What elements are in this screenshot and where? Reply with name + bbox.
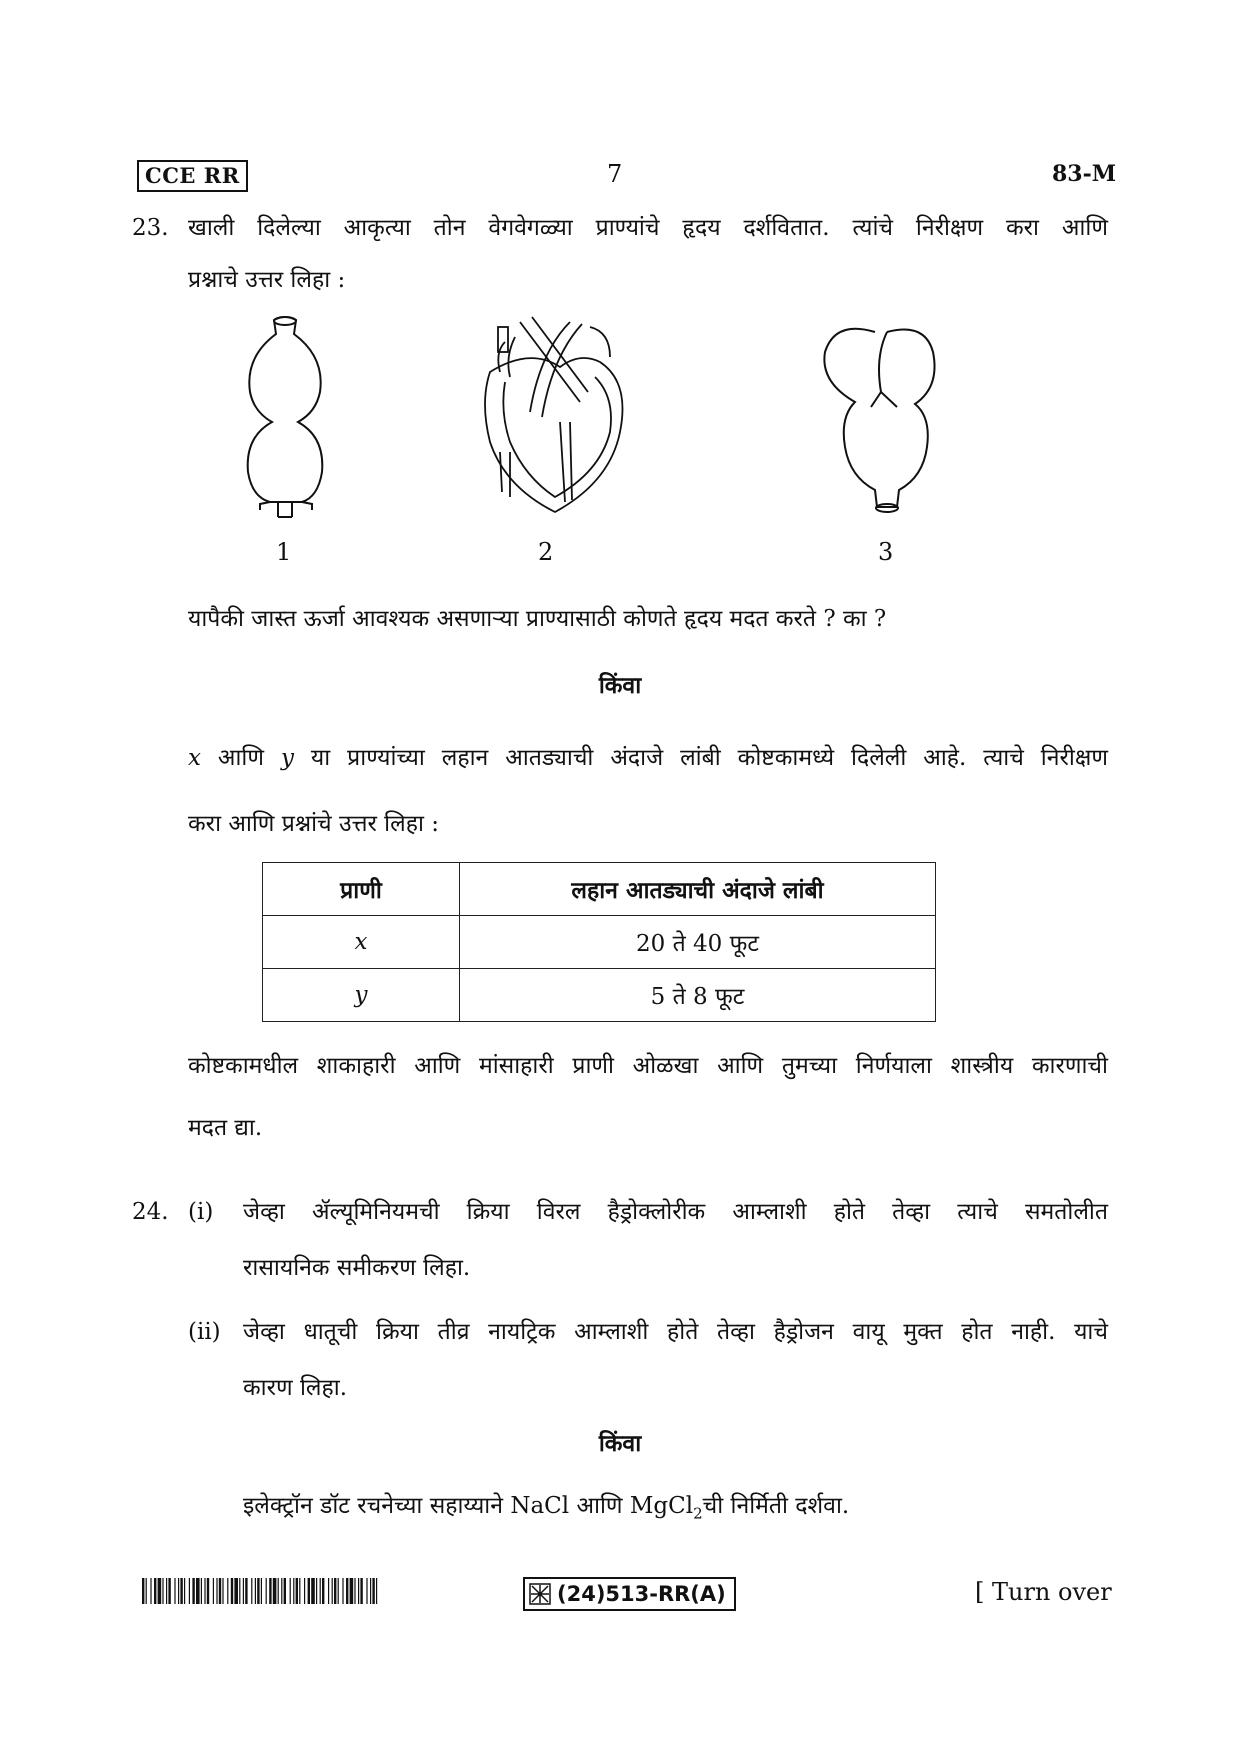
barcode-bar <box>245 1578 247 1604</box>
page-number: 7 <box>607 160 623 188</box>
question-number-23: 23. <box>132 215 169 241</box>
q23-alt-line1: x आणि y या प्राण्यांच्या लहान आतड्याची अंदाजे लांबी कोष्टकामध्ये दिलेली आहे. त्याचे निरीक्षण <box>188 745 1108 771</box>
q24-alt-subscript: 2 <box>693 1504 703 1523</box>
four-chambered-heart-drawing <box>460 312 640 522</box>
barcode-bar <box>316 1578 317 1604</box>
barcode-bar <box>308 1578 310 1604</box>
table-cell-length: 20 ते 40 फूट <box>460 916 936 969</box>
three-chambered-heart-drawing <box>815 322 945 522</box>
barcode-bar <box>354 1578 355 1604</box>
q23-followup-line1: कोष्टकामधील शाकाहारी आणि मांसाहारी प्राणी ओळखा आणि तुमच्या निर्णयाला शास्त्रीय कारणाची <box>188 1053 1108 1079</box>
question-number-24: 24. <box>132 1199 169 1225</box>
footer-code-box <box>523 1577 736 1611</box>
q23-intro-line2: प्रश्नाचे उत्तर लिहा : <box>188 267 346 293</box>
barcode-bar <box>358 1578 359 1604</box>
barcode-bar <box>213 1578 214 1604</box>
table-header-length: लहान आतड्याची अंदाजे लांबी <box>460 863 936 916</box>
barcode-bar <box>376 1578 377 1604</box>
q24-part-ii-line2: कारण लिहा. <box>243 1375 348 1401</box>
footer-code-text: (24)513-RR(A) <box>557 1582 726 1606</box>
table-cell-animal: x <box>263 916 460 969</box>
q24-alt-pre: इलेक्ट्रॉन डॉट रचनेच्या सहाय्याने NaCl आणि MgCl <box>243 1493 694 1519</box>
barcode-bar <box>366 1578 367 1604</box>
table-row <box>263 969 936 1022</box>
barcode-bar <box>158 1578 162 1604</box>
variable-y: y <box>280 745 294 771</box>
two-chambered-heart-drawing <box>230 312 340 522</box>
barcode-bar <box>255 1578 256 1604</box>
barcode-bar <box>278 1578 279 1604</box>
variable-x: x <box>188 745 201 771</box>
heart-figure-3 <box>815 322 945 526</box>
barcode-bar <box>296 1578 298 1604</box>
barcode-bar <box>370 1578 371 1604</box>
barcode-bar <box>328 1578 329 1604</box>
barcode-bar <box>338 1578 339 1604</box>
subject-code: 83-M <box>1052 161 1117 187</box>
barcode-bar <box>231 1578 233 1604</box>
figure-label-2: 2 <box>538 538 554 566</box>
barcode-bar <box>154 1578 156 1604</box>
barcode-bar <box>311 1578 315 1604</box>
barcode-bar <box>196 1578 200 1604</box>
q23-intro-line1: खाली दिलेल्या आकृत्या तोन वेगवेगळ्या प्राण्यांचे हृदय दर्शवितात. त्यांचे निरीक्षण करा आणि <box>188 215 1108 241</box>
figure-label-3: 3 <box>878 538 894 566</box>
barcode-bar <box>146 1578 147 1604</box>
barcode-bar <box>332 1578 333 1604</box>
barcode-bar <box>184 1578 185 1604</box>
turn-over-label: [ Turn over <box>975 1578 1112 1606</box>
barcode-bar <box>201 1578 202 1604</box>
q24-alt-post: ची निर्मिती दर्शवा. <box>702 1493 850 1519</box>
barcode-bar <box>261 1578 262 1604</box>
barcode-bar <box>192 1578 194 1604</box>
barcode-bar <box>269 1578 271 1604</box>
barcode-bar <box>322 1578 324 1604</box>
barcode-bar <box>281 1578 282 1604</box>
barcode-bar <box>360 1578 362 1604</box>
barcode-bar <box>290 1578 291 1604</box>
figure-label-1: 1 <box>276 538 292 566</box>
barcode-bar <box>342 1578 343 1604</box>
barcode-bar <box>251 1578 252 1604</box>
barcode-bar <box>299 1578 300 1604</box>
heart-figure-2 <box>460 312 640 526</box>
barcode-bar <box>150 1578 151 1604</box>
barcode-bar <box>239 1578 240 1604</box>
table-header-animal: प्राणी <box>263 863 460 916</box>
q24-part-i-line1: जेव्हा ॲल्यूमिनियमची क्रिया विरल हैड्रोक्लोरीक आम्लाशी होते तेव्हा त्याचे समतोलीत <box>243 1199 1108 1225</box>
barcode-bar <box>222 1578 223 1604</box>
table-header-row <box>263 863 936 916</box>
barcode-bar <box>174 1578 175 1604</box>
barcode-bar <box>207 1578 209 1604</box>
barcode-bar <box>346 1578 348 1604</box>
q23-or-label: किंवा <box>598 672 642 699</box>
q24-part-i-line2: रासायनिक समीकरण लिहा. <box>243 1255 471 1281</box>
barcode-bar <box>293 1578 294 1604</box>
barcode-bar <box>204 1578 205 1604</box>
barcode-bar <box>168 1578 170 1604</box>
q23-followup-line2: मदत द्या. <box>188 1115 263 1141</box>
q23-alt-line2: करा आणि प्रश्नांचे उत्तर लिहा : <box>188 811 439 837</box>
barcode-bar <box>166 1578 167 1604</box>
table-cell-animal: y <box>263 969 460 1022</box>
q24-alt-question <box>243 1490 849 1530</box>
barcode-bar <box>142 1578 144 1604</box>
q24-part-ii-line1: जेव्हा धातूची क्रिया तीव्र नायट्रिक आम्लाशी होते तेव्हा हैड्रोजन वायू मुक्त होत नाही. याचे <box>243 1319 1108 1345</box>
barcode-bar <box>257 1578 259 1604</box>
barcode-bar <box>178 1578 179 1604</box>
barcode-bar <box>273 1578 277 1604</box>
barcode-bar <box>320 1578 321 1604</box>
barcode-bar <box>350 1578 354 1604</box>
barcode <box>142 1578 382 1608</box>
emblem-icon <box>529 1583 551 1605</box>
q24-part-ii-label: (ii) <box>188 1319 221 1345</box>
barcode-image <box>142 1578 382 1604</box>
barcode-bar <box>180 1578 182 1604</box>
barcode-bar <box>227 1578 228 1604</box>
paper-code-box: CCE RR <box>137 160 248 192</box>
barcode-bar <box>334 1578 336 1604</box>
barcode-bar <box>304 1578 305 1604</box>
table-cell-length: 5 ते 8 फूट <box>460 969 936 1022</box>
q24-or-label: किंवा <box>598 1430 642 1457</box>
barcode-bar <box>243 1578 244 1604</box>
barcode-bar <box>372 1578 374 1604</box>
q24-part-i-label: (i) <box>188 1199 214 1225</box>
barcode-bar <box>189 1578 190 1604</box>
barcode-bar <box>284 1578 286 1604</box>
barcode-bar <box>219 1578 221 1604</box>
barcode-bar <box>216 1578 217 1604</box>
intestine-length-table <box>262 862 936 1022</box>
q23-question: यापैकी जास्त ऊर्जा आवश्यक असणाऱ्या प्राण्यासाठी कोणते हृदय मदत करते ? का ? <box>188 606 887 632</box>
barcode-bar <box>162 1578 163 1604</box>
table-row <box>263 916 936 969</box>
heart-figure-1 <box>230 312 340 526</box>
barcode-bar <box>266 1578 267 1604</box>
barcode-bar <box>234 1578 238 1604</box>
